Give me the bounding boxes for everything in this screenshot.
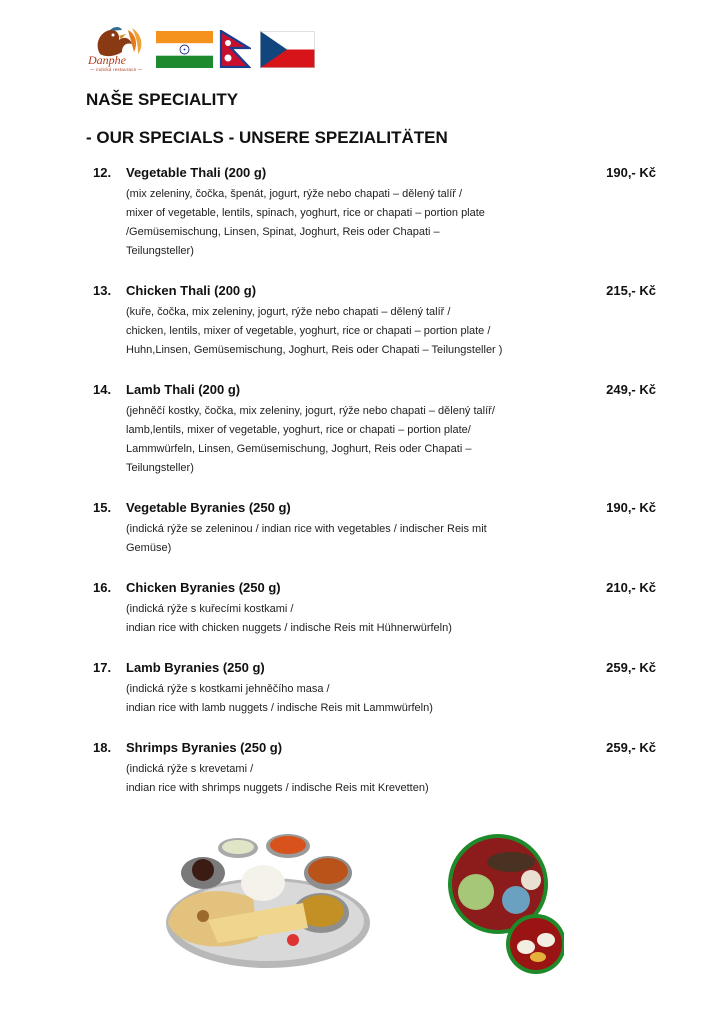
item-description-line: lamb,lentils, mixer of vegetable, yoghurt, rice or chapati – portion plate/ [126, 424, 471, 436]
item-number: 17. [93, 660, 112, 675]
item-description-line: mixer of vegetable, lentils, spinach, yoghurt, rice or chapati – portion plate [126, 207, 485, 219]
item-description [126, 680, 566, 718]
page-title-multilingual: - OUR SPECIALS - UNSERE SPEZIALITÄTEN [86, 128, 448, 147]
menu-item [93, 660, 663, 718]
menu-item-header [93, 500, 663, 520]
item-price: 259,- Kč [606, 660, 656, 675]
item-description-line: Gemüse) [126, 542, 172, 554]
page-header [86, 24, 326, 76]
menu-item [93, 165, 663, 261]
menu-item [93, 580, 663, 638]
item-description-line: Teilungsteller) [126, 462, 194, 474]
item-number: 15. [93, 500, 112, 515]
logo-tagline: — indická restaurace — [90, 67, 143, 72]
nepal-flag-icon [219, 30, 251, 68]
item-number: 18. [93, 740, 112, 755]
menu-item-header [93, 382, 663, 402]
item-description-line: (indická rýže s krevetami / [126, 763, 254, 775]
item-description [126, 185, 566, 261]
dish-collage-photo [446, 832, 564, 976]
item-description-line: Huhn,Linsen, Gemüsemischung, Joghurt, Reis oder Chapati – Teilungsteller ) [126, 344, 503, 356]
item-name: Lamb Thali (200 g) [126, 382, 241, 397]
item-name: Vegetable Byranies (250 g) [126, 500, 291, 515]
item-description-line: Teilungsteller) [126, 245, 194, 257]
menu-list [93, 165, 663, 798]
item-description-line: Lammwürfeln, Linsen, Gemüsemischung, Joghurt, Reis oder Chapati – [126, 443, 472, 455]
item-description-line: chicken, lentils, mixer of vegetable, yoghurt, rice or chapati – portion plate / [126, 325, 491, 337]
item-name: Chicken Thali (200 g) [126, 283, 257, 298]
item-name: Vegetable Thali (200 g) [126, 165, 267, 180]
logo-name: Danphe [88, 53, 126, 67]
item-number: 16. [93, 580, 112, 595]
item-description-line: indian rice with shrimps nuggets / indische Reis mit Krevetten) [126, 782, 429, 794]
menu-item-header [93, 165, 663, 185]
item-description-line: /Gemüsemischung, Linsen, Spinat, Joghurt, Reis oder Chapati – [126, 226, 440, 238]
item-number: 12. [93, 165, 112, 180]
menu-item [93, 283, 663, 360]
item-price: 190,- Kč [606, 500, 656, 515]
item-number: 13. [93, 283, 112, 298]
czech-flag-icon [260, 31, 315, 68]
item-description [126, 303, 566, 360]
item-price: 259,- Kč [606, 740, 656, 755]
item-description-line: (mix zeleniny, čočka, špenát, jogurt, rýže nebo chapati – dělený talíř / [126, 188, 463, 200]
india-flag-icon [156, 31, 213, 68]
item-price: 210,- Kč [606, 580, 656, 595]
menu-item [93, 382, 663, 478]
item-name: Shrimps Byranies (250 g) [126, 740, 283, 755]
item-description-line: (jehněčí kostky, čočka, mix zeleniny, jogurt, rýže nebo chapati – dělený talíř/ [126, 405, 495, 417]
item-price: 190,- Kč [606, 165, 656, 180]
item-description-line: (indická rýže s kuřecími kostkami / [126, 603, 294, 615]
menu-item-header [93, 740, 663, 760]
item-number: 14. [93, 382, 112, 397]
menu-item [93, 500, 663, 558]
item-description [126, 402, 566, 478]
item-description-line: indian rice with lamb nuggets / indische Reis mit Lammwürfeln) [126, 702, 433, 714]
menu-item [93, 740, 663, 798]
item-name: Lamb Byranies (250 g) [126, 660, 265, 675]
item-description-line: (indická rýže s kostkami jehněčího masa / [126, 683, 330, 695]
menu-item-header [93, 283, 663, 303]
item-description-line: (indická rýže se zeleninou / indian rice with vegetables / indischer Reis mit [126, 523, 487, 535]
item-price: 215,- Kč [606, 283, 656, 298]
menu-item-header [93, 660, 663, 680]
item-description [126, 520, 566, 558]
item-description-line: (kuře, čočka, mix zeleniny, jogurt, rýže nebo chapati – dělený talíř / [126, 306, 451, 318]
menu-item-header [93, 580, 663, 600]
page-title-czech: NAŠE SPECIALITY [86, 90, 239, 109]
item-name: Chicken Byranies (250 g) [126, 580, 281, 595]
item-price: 249,- Kč [606, 382, 656, 397]
item-description-line: indian rice with chicken nuggets / indische Reis mit Hühnerwürfeln) [126, 622, 452, 634]
thali-plate-photo [163, 828, 373, 973]
item-description [126, 600, 566, 638]
item-description [126, 760, 566, 798]
